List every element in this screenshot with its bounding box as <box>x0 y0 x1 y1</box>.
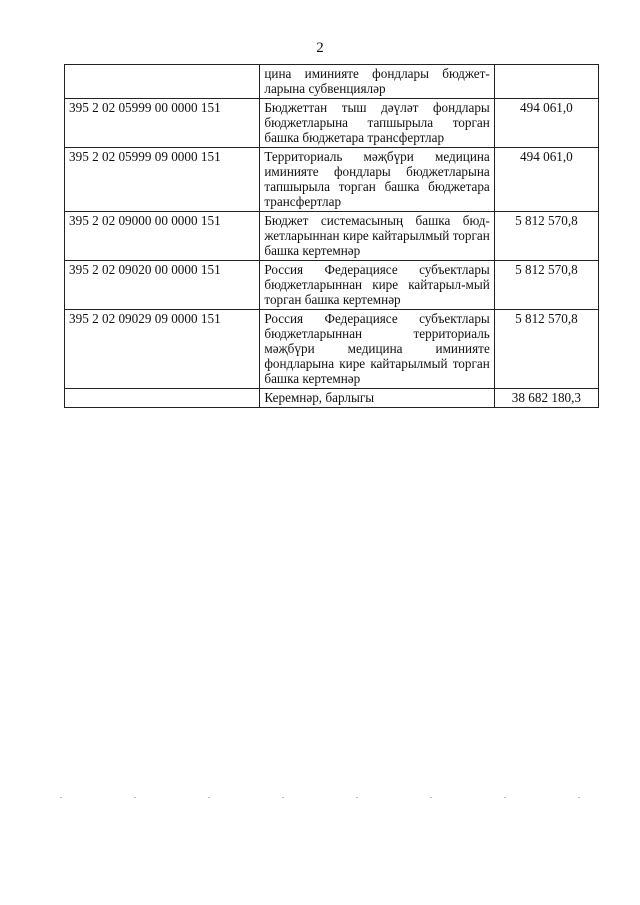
table-row <box>65 261 599 310</box>
page-number: 2 <box>316 40 324 56</box>
total-label-cell: Керемнәр, барлыгы <box>260 389 494 408</box>
total-amount-cell: 38 682 180,3 <box>494 389 598 408</box>
description-cell: Территориаль мәҗбүри медицина иминияте фондлары бюджетларына тапшырыла торган башка бюджетара трансфертлар <box>260 148 494 212</box>
description-cell: Бюджет системасының башка бюд-жетларыннан кире кайтарылмый торган башка кертемнәр <box>260 212 494 261</box>
table-row <box>65 310 599 389</box>
code-cell: 395 2 02 09029 09 0000 151 <box>65 310 260 389</box>
table-row <box>65 65 599 99</box>
total-row <box>65 389 599 408</box>
table-row <box>65 148 599 212</box>
code-cell <box>65 65 260 99</box>
amount-cell: 494 061,0 <box>494 99 598 148</box>
table-row <box>65 99 599 148</box>
description-cell: цина иминияте фондлары бюджет-ларына субвенцияләр <box>260 65 494 99</box>
code-cell: 395 2 02 09000 00 0000 151 <box>65 212 260 261</box>
code-cell <box>65 389 260 408</box>
amount-cell: 5 812 570,8 <box>494 212 598 261</box>
code-cell: 395 2 02 05999 00 0000 151 <box>65 99 260 148</box>
code-cell: 395 2 02 09020 00 0000 151 <box>65 261 260 310</box>
amount-cell <box>494 65 598 99</box>
table-row <box>65 212 599 261</box>
code-cell: 395 2 02 05999 09 0000 151 <box>65 148 260 212</box>
amount-cell: 5 812 570,8 <box>494 310 598 389</box>
description-cell: Бюджеттан тыш дәүләт фондлары бюджетларына тапшырыла торган башка бюджетара трансфертлар <box>260 99 494 148</box>
revenue-table <box>64 64 599 408</box>
scan-artifact-dots <box>60 797 580 799</box>
description-cell: Россия Федерациясе субъектлары бюджетларыннан территориаль мәҗбүри медицина иминияте фондларына кире кайтарылмый торган башка кертемнәр <box>260 310 494 389</box>
amount-cell: 5 812 570,8 <box>494 261 598 310</box>
amount-cell: 494 061,0 <box>494 148 598 212</box>
description-cell: Россия Федерациясе субъектлары бюджетларыннан кире кайтарыл-мый торган башка кертемнәр <box>260 261 494 310</box>
